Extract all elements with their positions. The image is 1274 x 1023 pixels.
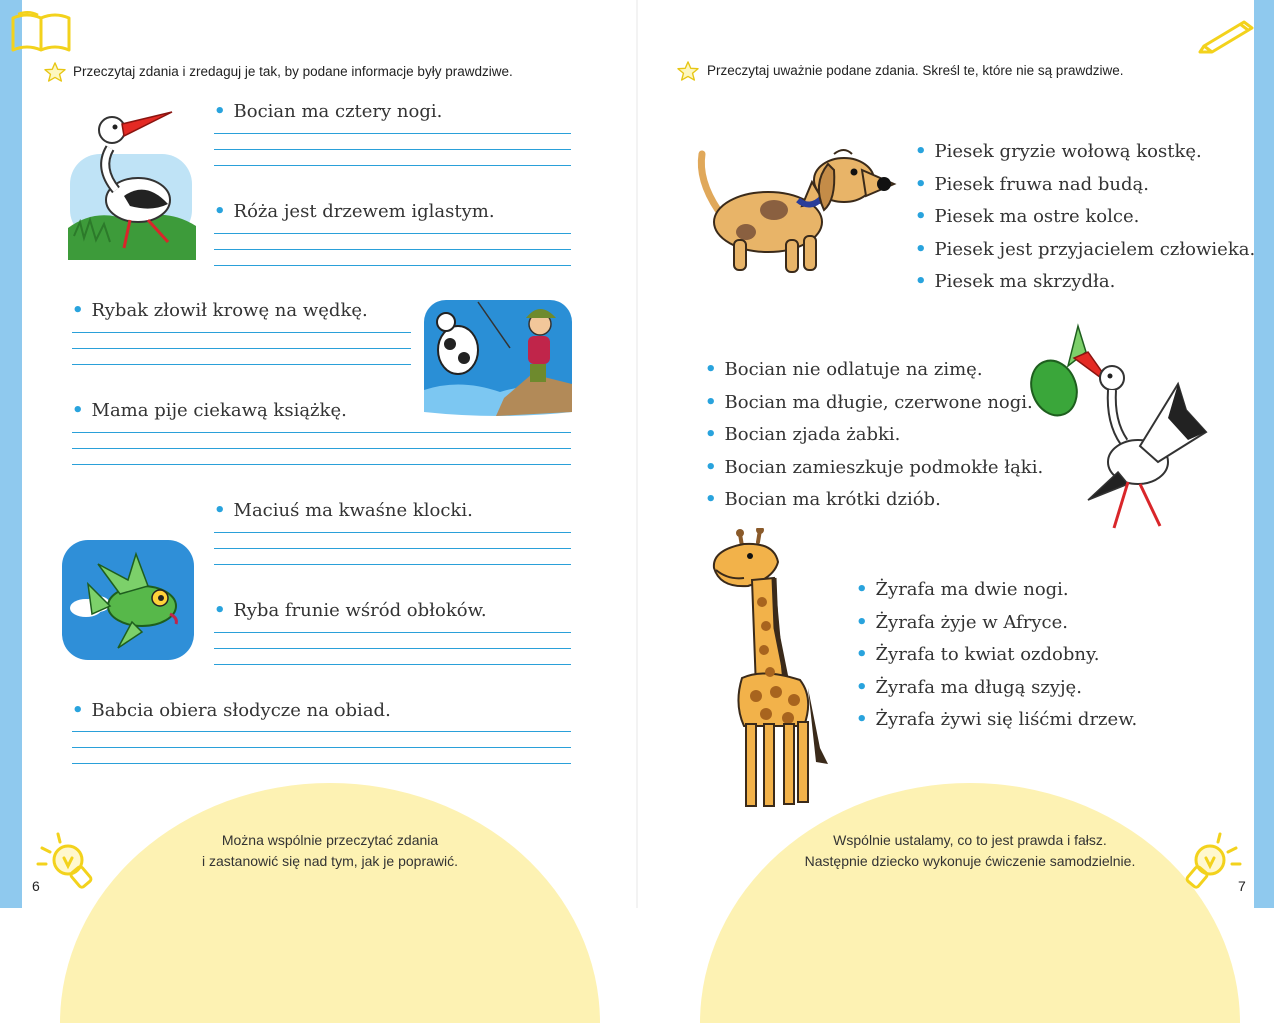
writing-lines[interactable] bbox=[72, 332, 411, 380]
dog-illustration bbox=[694, 140, 900, 280]
sentence: • Rybak złowił krowę na wędkę. bbox=[72, 300, 368, 321]
open-book-icon bbox=[10, 10, 72, 54]
light-bulb-icon bbox=[1174, 830, 1242, 898]
sentence: • Ryba frunie wśród obłoków. bbox=[214, 600, 487, 621]
giraffe-sentence-list bbox=[856, 574, 1137, 737]
sentence: • Mama pije ciekawą książkę. bbox=[72, 400, 347, 421]
sentence: • Maciuś ma kwaśne klocki. bbox=[214, 500, 473, 521]
giraffe-illustration bbox=[704, 528, 834, 814]
bullet-icon: • bbox=[856, 676, 868, 698]
writing-lines[interactable] bbox=[214, 532, 571, 580]
list-item[interactable]: • Piesek ma ostre kolce. bbox=[915, 206, 1140, 228]
writing-lines[interactable] bbox=[214, 632, 571, 680]
bullet-icon: • bbox=[705, 489, 717, 511]
list-item[interactable]: • Żyrafa żyje w Afryce. bbox=[856, 611, 1068, 633]
right-page-edge bbox=[1254, 0, 1274, 908]
bullet-icon: • bbox=[72, 400, 84, 421]
bullet-icon: • bbox=[915, 173, 927, 195]
star-icon bbox=[44, 62, 66, 82]
left-tip-background bbox=[60, 783, 600, 1023]
list-item[interactable]: • Żyrafa ma długą szyję. bbox=[856, 676, 1082, 698]
sentence: • Babcia obiera słodycze na obiad. bbox=[72, 700, 391, 721]
bullet-icon: • bbox=[214, 201, 226, 222]
writing-lines[interactable] bbox=[214, 133, 571, 181]
dog-sentence-list bbox=[915, 136, 1255, 299]
writing-lines[interactable] bbox=[72, 731, 571, 779]
bullet-icon: • bbox=[856, 644, 868, 666]
left-page-edge bbox=[0, 0, 22, 908]
list-item[interactable]: • Żyrafa żywi się liśćmi drzew. bbox=[856, 709, 1138, 731]
bullet-icon: • bbox=[214, 500, 226, 521]
pen-icon bbox=[1196, 14, 1258, 54]
bullet-icon: • bbox=[915, 271, 927, 293]
bullet-icon: • bbox=[72, 700, 84, 721]
bullet-icon: • bbox=[214, 600, 226, 621]
bullet-icon: • bbox=[705, 424, 717, 446]
light-bulb-icon bbox=[36, 830, 104, 898]
list-item[interactable]: • Bocian zjada żabki. bbox=[705, 424, 901, 446]
bullet-icon: • bbox=[915, 238, 927, 260]
bullet-icon: • bbox=[72, 300, 84, 321]
left-tip: Można wspólnie przeczytać zdania i zastanowić się nad tym, jak je poprawić. bbox=[202, 832, 458, 869]
writing-lines[interactable] bbox=[72, 432, 571, 480]
page-number-right: 7 bbox=[1238, 878, 1246, 894]
sentence: • Róża jest drzewem iglastym. bbox=[214, 201, 495, 222]
list-item[interactable]: • Bocian ma długie, czerwone nogi. bbox=[705, 391, 1033, 413]
list-item[interactable]: • Bocian ma krótki dziób. bbox=[705, 489, 941, 511]
flying-fish-illustration bbox=[58, 536, 198, 664]
bullet-icon: • bbox=[915, 206, 927, 228]
right-instruction: Przeczytaj uważnie podane zdania. Skreśl te, które nie są prawdziwe. bbox=[707, 63, 1124, 78]
list-item[interactable]: • Żyrafa to kwiat ozdobny. bbox=[856, 644, 1100, 666]
stork-illustration bbox=[68, 108, 196, 260]
bullet-icon: • bbox=[856, 611, 868, 633]
fisherman-illustration bbox=[420, 294, 576, 420]
list-item[interactable]: • Piesek jest przyjacielem człowieka. bbox=[915, 238, 1256, 260]
page-gutter bbox=[636, 0, 638, 908]
bullet-icon: • bbox=[705, 456, 717, 478]
bullet-icon: • bbox=[705, 391, 717, 413]
bullet-icon: • bbox=[214, 101, 226, 122]
stork-sentence-list bbox=[705, 354, 1043, 517]
bullet-icon: • bbox=[705, 359, 717, 380]
left-instruction: Przeczytaj zdania i zredaguj je tak, by podane informacje były prawdziwe. bbox=[73, 64, 513, 79]
writing-lines[interactable] bbox=[214, 233, 571, 281]
right-tip-background bbox=[700, 783, 1240, 1023]
bullet-icon: • bbox=[856, 579, 868, 600]
bullet-icon: • bbox=[915, 141, 927, 162]
list-item[interactable]: • Bocian zamieszkuje podmokłe łąki. bbox=[705, 456, 1044, 478]
list-item[interactable]: • Żyrafa ma dwie nogi. bbox=[856, 579, 1069, 600]
page-number-left: 6 bbox=[32, 878, 40, 894]
right-tip: Wspólnie ustalamy, co to jest prawda i fałsz. Następnie dziecko wykonuje ćwiczenie samodzielnie. bbox=[804, 832, 1136, 869]
list-item[interactable]: • Bocian nie odlatuje na zimę. bbox=[705, 359, 983, 380]
star-icon bbox=[677, 61, 699, 81]
list-item[interactable]: • Piesek gryzie wołową kostkę. bbox=[915, 141, 1202, 162]
list-item[interactable]: • Piesek ma skrzydła. bbox=[915, 271, 1116, 293]
bullet-icon: • bbox=[856, 709, 868, 731]
list-item[interactable]: • Piesek fruwa nad budą. bbox=[915, 173, 1149, 195]
sentence: • Bocian ma cztery nogi. bbox=[214, 101, 443, 122]
flying-stork-illustration bbox=[1028, 322, 1210, 532]
